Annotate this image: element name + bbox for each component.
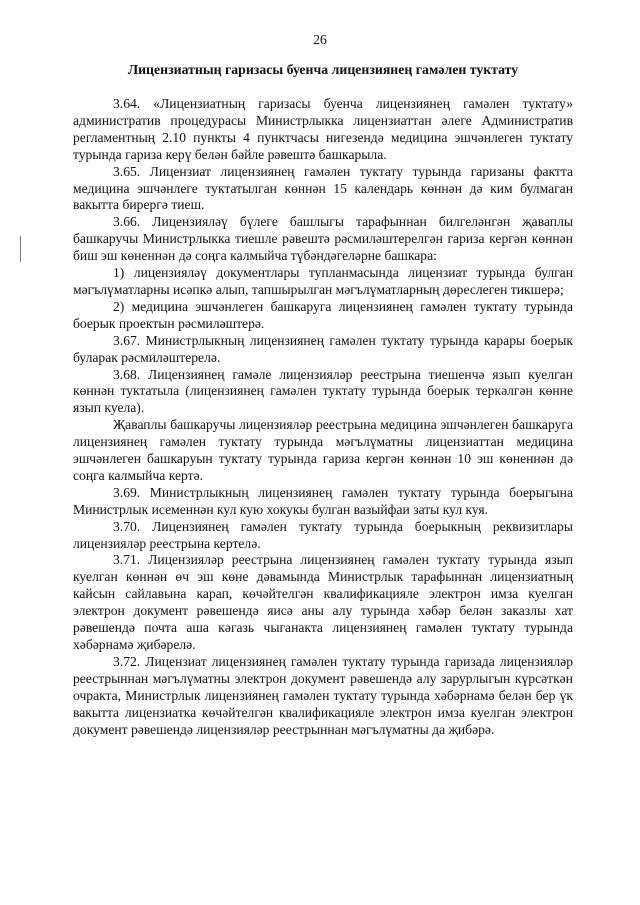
paragraph-3-64: 3.64. «Лицензиатның гаризасы буенча лицензиянең гамәлен туктату» административ процедурасы Министрлыкка лицензиаттан әлеге Административ регламентның 2.10 пункты 4 пунктчасы нигезендә медицина эшчәнлеген туктату турында гариза керү белән бәйле рәвештә башкарыла. bbox=[73, 96, 573, 162]
paragraph-3-66-item-1: 1) лицензияләү документлары тупланмасында лицензиат турында булган мәгълүматларны исәпкә алып, тапшырылган мәгълүматларның дөреслеген тикшерә; bbox=[73, 265, 573, 297]
document-body bbox=[73, 96, 573, 738]
paragraph-3-72: 3.72. Лицензиат лицензиянең гамәлен туктату турында гаризада лицензияләр реестрыннан мәгълүматны электрон документ рәвешендә алу зарурлыгын күрсәткән очракта, Министрлык лицензиянең гамәлен туктату турында хәбәрнамә белән бер үк вакытта лицензиатка көчәйтелгән квалификацияле электрон имза куелган электрон документ рәвешендә лицензияләр реестрыннан мәгълүматны да җибәрә. bbox=[73, 653, 573, 737]
paragraph-3-66: 3.66. Лицензияләү бүлеге башлыгы тарафыннан билгеләнгән җаваплы башкаручы Министрлыкка тиешле рәвештә рәсмиләштерелгән гариза кергән көннән биш эш көненнән дә соңга калмыйча түбәндәгеләрне башкара: bbox=[73, 214, 573, 264]
paragraph-3-70: 3.70. Лицензиянең гамәлен туктату турында боерыкның реквизитлары лицензияләр реестрына кертелә. bbox=[73, 518, 573, 551]
paragraph-3-71: 3.71. Лицензияләр реестрына лицензиянең гамәлен туктату турында язып куелган көннән өч эш көне дәвамында Министрлык тарафыннан лицензиатның кайсын сайлавына карап, көчәйтелгән квалификацияле электрон имза куелган электрон документ рәвешендә яисә аны алу турында хәбәр белән заказлы хат рәвешендә почта аша кәгазь чыганакта лицензиянең гамәлен туктату турында хәбәрнамә җибәрелә. bbox=[73, 552, 573, 652]
margin-mark bbox=[20, 236, 21, 262]
paragraph-3-66-item-2: 2) медицина эшчәнлеген башкаруга лицензиянең гамәлен туктату турында боерык проектын рәсмиләштерә. bbox=[73, 298, 573, 331]
paragraph-3-68: 3.68. Лицензиянең гамәле лицензияләр реестрына тиешенчә язып куелган көннән туктатыла (лицензиянең гамәлен туктату турында боерык теркәлгән көнне язып куела). bbox=[73, 366, 573, 416]
paragraph-3-69: 3.69. Министрлыкның лицензиянең гамәлен туктату турында боерыгына Министрлык исеменнән кул кую хокукы булган вазыйфаи заты кул куя. bbox=[73, 484, 573, 517]
section-title: Лицензиатның гаризасы буенча лицензиянең гамәлен туктату bbox=[127, 62, 519, 77]
paragraph-3-65: 3.65. Лицензиат лицензиянең гамәлен туктату турында гаризаны фактта медицина эшчәнлеге туктатылган көннән 15 календарь көннән дә ким булмаган вакытта бирергә тиеш. bbox=[73, 163, 573, 213]
paragraph-3-68-continued: Җаваплы башкаручы лицензияләр реестрына медицина эшчәнлеген башкаруга лицензиянең гамәлен туктату турында мәгълүматны лицензиаттан медицина эшчәнлеген башкаруын туктату турында гариза кергән көннән 10 эш көненнән дә соңга калмыйча кертә. bbox=[73, 417, 573, 483]
page-number: 26 bbox=[313, 32, 327, 47]
paragraph-3-67: 3.67. Министрлыкның лицензиянең гамәлен туктату турында карары боерык буларак рәсмиләштерелә. bbox=[73, 332, 573, 365]
